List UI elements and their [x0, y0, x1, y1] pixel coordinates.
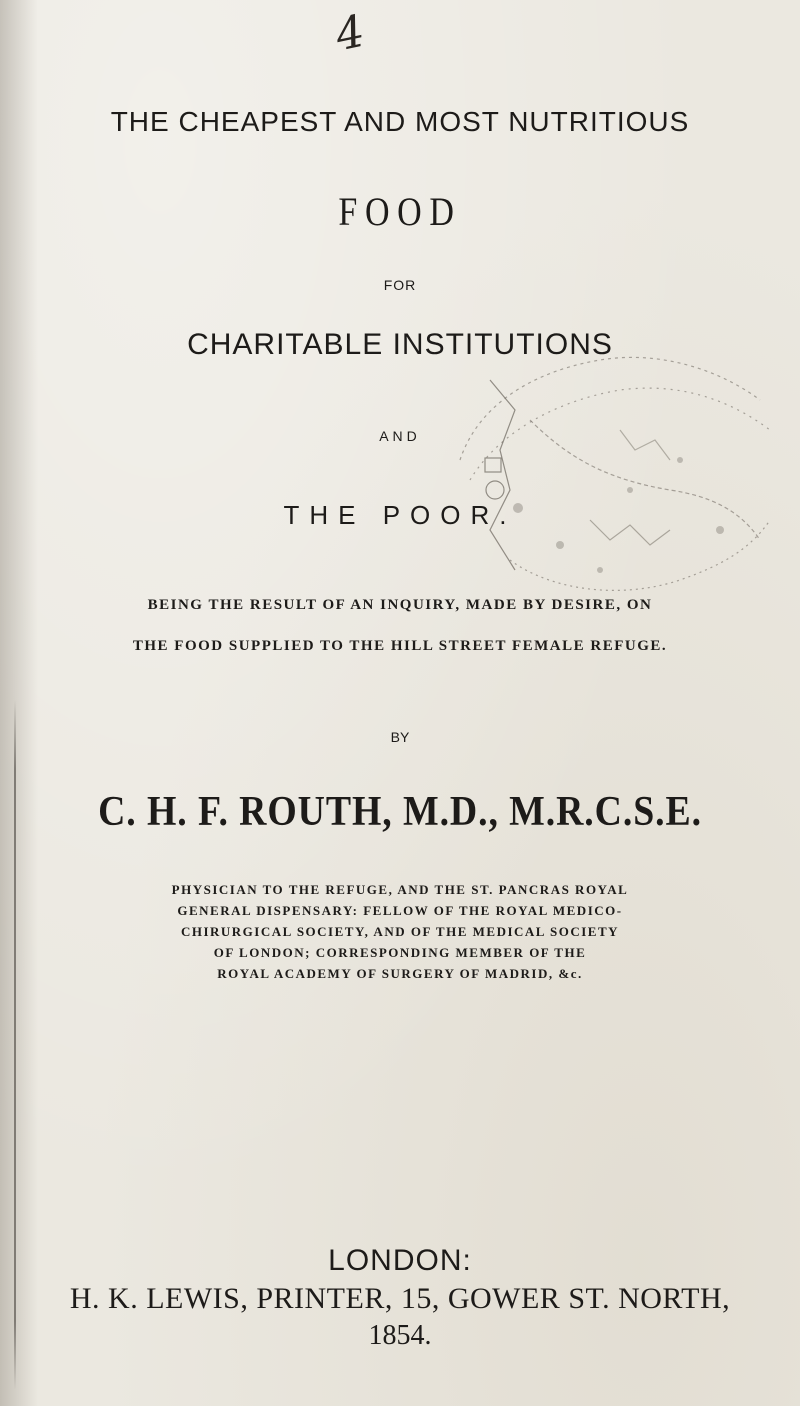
credential-line: CHIRURGICAL SOCIETY, AND OF THE MEDICAL SOCIETY [180, 924, 620, 939]
credential-line: OF LONDON; CORRESPONDING MEMBER OF THE [213, 945, 587, 960]
title-and: AND [379, 428, 421, 444]
author-credentials [120, 879, 680, 984]
handwritten-mark: 4 [331, 5, 369, 62]
credential-line: ROYAL ACADEMY OF SURGERY OF MADRID, &c. [217, 966, 583, 981]
subtitle-line-1: BEING THE RESULT OF AN INQUIRY, MADE BY DESIRE, ON [147, 597, 653, 613]
subtitle-line-2: THE FOOD SUPPLIED TO THE HILL STREET FEMALE REFUGE. [132, 638, 668, 654]
title-line-1: THE CHEAPEST AND MOST NUTRITIOUS [110, 106, 690, 137]
title-food: FOOD [338, 189, 462, 234]
title-for: FOR [383, 277, 417, 293]
library-stamp-icon [420, 340, 780, 630]
author-name: C. H. F. ROUTH, M.D., M.R.C.S.E. [98, 789, 702, 835]
title-charitable-institutions: CHARITABLE INSTITUTIONS [187, 328, 613, 361]
imprint-city: LONDON: [328, 1244, 472, 1277]
binding-shadow [0, 0, 38, 1406]
credential-line: PHYSICIAN TO THE REFUGE, AND THE ST. PANCRAS ROYAL [171, 882, 629, 897]
imprint-year: 1854. [368, 1320, 432, 1351]
credential-line: GENERAL DISPENSARY: FELLOW OF THE ROYAL MEDICO- [177, 903, 623, 918]
title-the-poor: THE POOR. [283, 500, 517, 530]
by-label: BY [390, 729, 410, 745]
imprint-printer: H. K. LEWIS, PRINTER, 15, GOWER ST. NORTH, [69, 1282, 731, 1315]
